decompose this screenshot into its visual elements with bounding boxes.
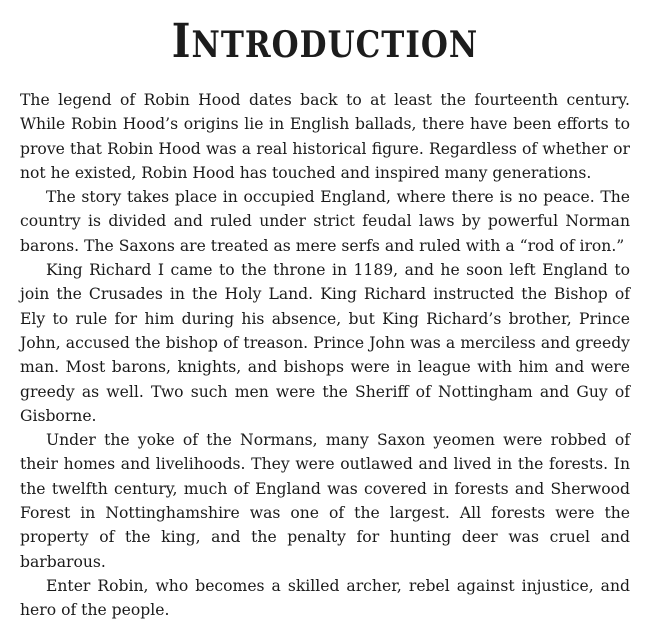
page-title xyxy=(0,13,650,69)
title-initial: I xyxy=(171,13,192,69)
title-rest: NTRODUCTION xyxy=(191,23,479,67)
paragraph-1: The legend of Robin Hood dates back to at least the fourteenth century. While Robin Hood’s origins lie in English ballads, there have been efforts to prove that Robin Hood was a real historical figure. Regardless of whether or not he existed, Robin Hood has touched and inspired many generations. xyxy=(20,91,630,182)
paragraph-3: King Richard I came to the throne in 1189, and he soon left England to join the Crusades in the Holy Land. King Richard instructed the Bishop of Ely to rule for him during his absence, but King Richard’s brother, Prince John, accused the bishop of treason. Prince John was a merciless and greedy man. Most barons, knights, and bishops were in league with him and were greedy as well. Two such men were the Sheriff of Nottingham and Guy of Gisborne. xyxy=(20,261,630,425)
paragraph-5: Enter Robin, who becomes a skilled archer, rebel against injustice, and hero of the people. xyxy=(20,576,630,620)
body-text xyxy=(20,88,630,623)
paragraph-2: The story takes place in occupied England, where there is no peace. The country is divided and ruled under strict feudal laws by powerful Norman barons. The Saxons are treated as mere serfs and ruled with a “rod of iron.” xyxy=(20,188,630,255)
paragraph-4: Under the yoke of the Normans, many Saxon yeomen were robbed of their homes and livelihoods. They were outlawed and lived in the forests. In the twelfth century, much of England was covered in forests and Sherwood Forest in Nottinghamshire was one of the largest. All forests were the property of the king, and the penalty for hunting deer was cruel and barbarous. xyxy=(20,431,630,571)
